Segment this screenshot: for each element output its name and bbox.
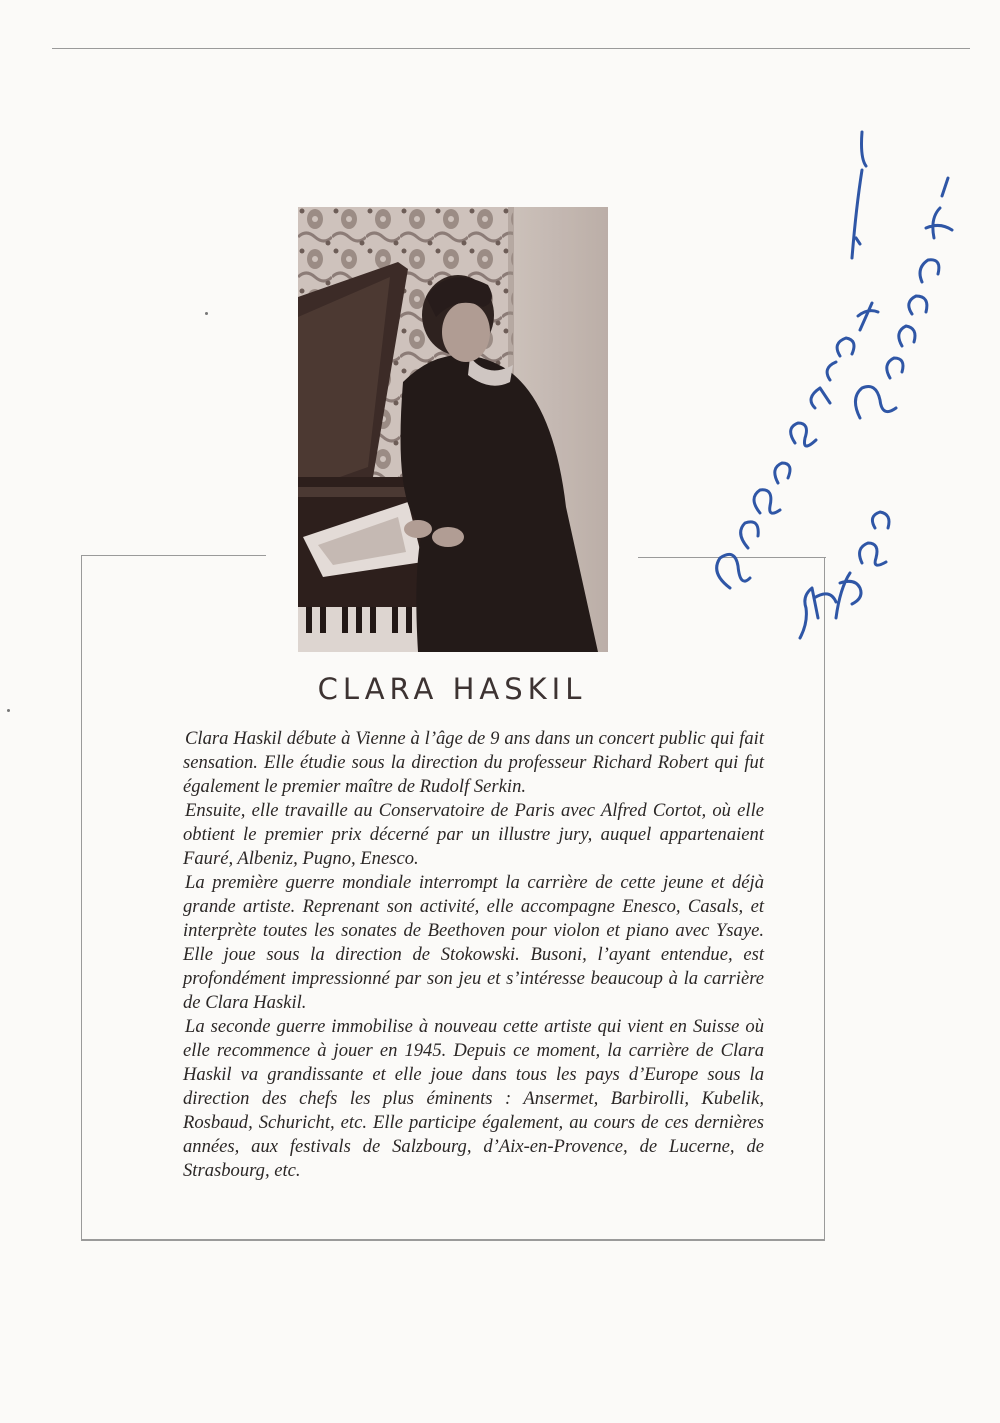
signature-stroke-2 xyxy=(852,132,866,258)
paper-speck xyxy=(205,312,208,315)
frame-top-left-rule xyxy=(82,555,266,556)
paper-speck xyxy=(7,709,10,712)
page-title: CLARA HASKIL xyxy=(317,672,587,706)
top-rule xyxy=(52,48,970,49)
biography-paragraph: Clara Haskil débute à Vienne à l’âge de 9 ans dans un concert public qui fait sensation. Elle étudie sous la direction du professeur Richard Robert qui fut également le premier maître de Rudolf Serkin. xyxy=(183,728,764,797)
frame-bottom-rule xyxy=(81,1239,825,1241)
signature-stroke-1 xyxy=(717,303,878,588)
signature-stroke-3 xyxy=(800,178,952,638)
handwritten-signature xyxy=(690,118,960,658)
frame-left-rule xyxy=(81,555,82,1240)
biography-text xyxy=(183,727,764,1183)
biography-paragraph: Ensuite, elle travaille au Conservatoire de Paris avec Alfred Cortot, où elle obtient le premier prix décerné par un illustre jury, auquel appartenaient Fauré, Albeniz, Pugno, Enesco. xyxy=(183,800,764,869)
biography-paragraph: La seconde guerre immobilise à nouveau cette artiste qui vient en Suisse où elle recommence à jouer en 1945. Depuis ce moment, la carrière de Clara Haskil va grandissante et elle joue dans tous les pays d’Europe sous la direction des chefs les plus éminents : Ansermet, Barbirolli, Kubelik, Rosbaud, Schuricht, etc. Elle participe également, au cours de ces dernières années, aux festivals de Salzbourg, d’Aix-en-Provence, de Lucerne, de Strasbourg, etc. xyxy=(183,1016,764,1181)
frame-right-rule xyxy=(824,557,825,1241)
portrait-photo xyxy=(298,207,608,652)
biography-paragraph: La première guerre mondiale interrompt la carrière de cette jeune et déjà grande artiste. Reprenant son activité, elle accompagne Enesco, Casals, et interprète toutes les sonates de Beethoven pour violon et piano avec Ysaye. Elle joue sous la direction de Stokowski. Busoni, l’ayant entendue, est profondément impressionné par son jeu et s’intéresse beaucoup à la carrière de Clara Haskil. xyxy=(183,872,764,1013)
